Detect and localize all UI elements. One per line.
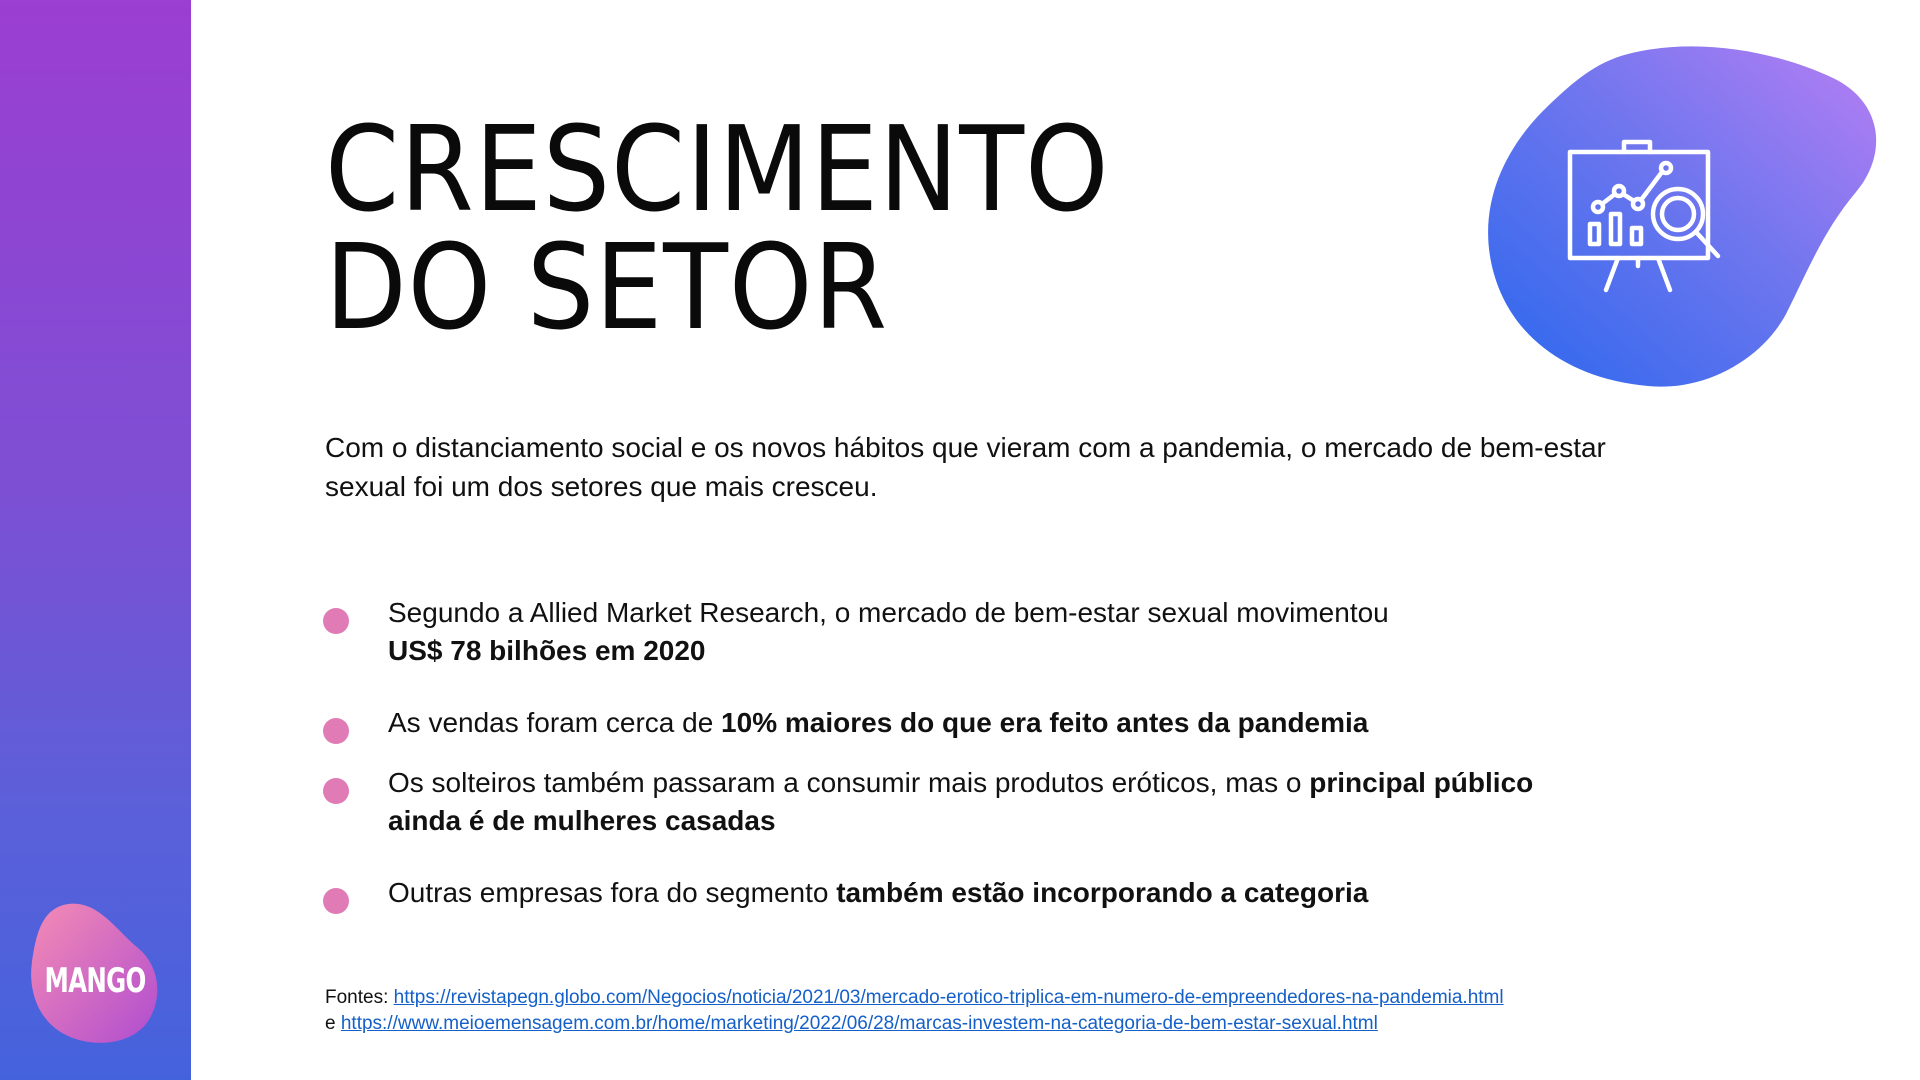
bullet-dot (323, 718, 349, 744)
bullet-text: Os solteiros também passaram a consumir mais produtos eróticos, mas o principal público ainda é de mulheres casadas (388, 767, 1534, 836)
bullet-text: Outras empresas fora do segmento também estão incorporando a categoria (388, 877, 1369, 908)
mango-logo (28, 900, 162, 1045)
sources-label: Fontes: (325, 987, 394, 1008)
page-title-line-1: CRESCIMENTO (325, 100, 1110, 238)
sources-connector: e (325, 1013, 341, 1034)
source-link-2[interactable]: https://www.meioemensagem.com.br/home/marketing/2022/06/28/marcas-investem-na-categoria-de-bem-estar-sexual.html (340, 1013, 1378, 1034)
sources-footnote (325, 985, 1825, 1037)
bullet-text: As vendas foram cerca de 10% maiores do que era feito antes da pandemia (388, 707, 1369, 738)
page-title-line-2: DO SETOR (325, 218, 889, 356)
bullet-dot (323, 888, 349, 914)
source-link-1[interactable]: https://revistapegn.globo.com/Negocios/noticia/2021/03/mercado-erotico-triplica-em-numero-de-empreendedores-na-pandemia.html (393, 987, 1504, 1008)
chart-icon-badge (1478, 44, 1878, 394)
bullet-text: Segundo a Allied Market Research, o mercado de bem-estar sexual movimentou US$ 78 bilhões em 2020 (388, 597, 1389, 666)
page-title (325, 100, 1110, 356)
intro-paragraph: Com o distanciamento social e os novos hábitos que vieram com a pandemia, o mercado de bem-estar sexual foi um dos setores que mais cresceu. (325, 432, 1606, 502)
logo-text: MANGO (44, 961, 146, 1001)
bullet-dot (323, 778, 349, 804)
bullet-dot (323, 608, 349, 634)
